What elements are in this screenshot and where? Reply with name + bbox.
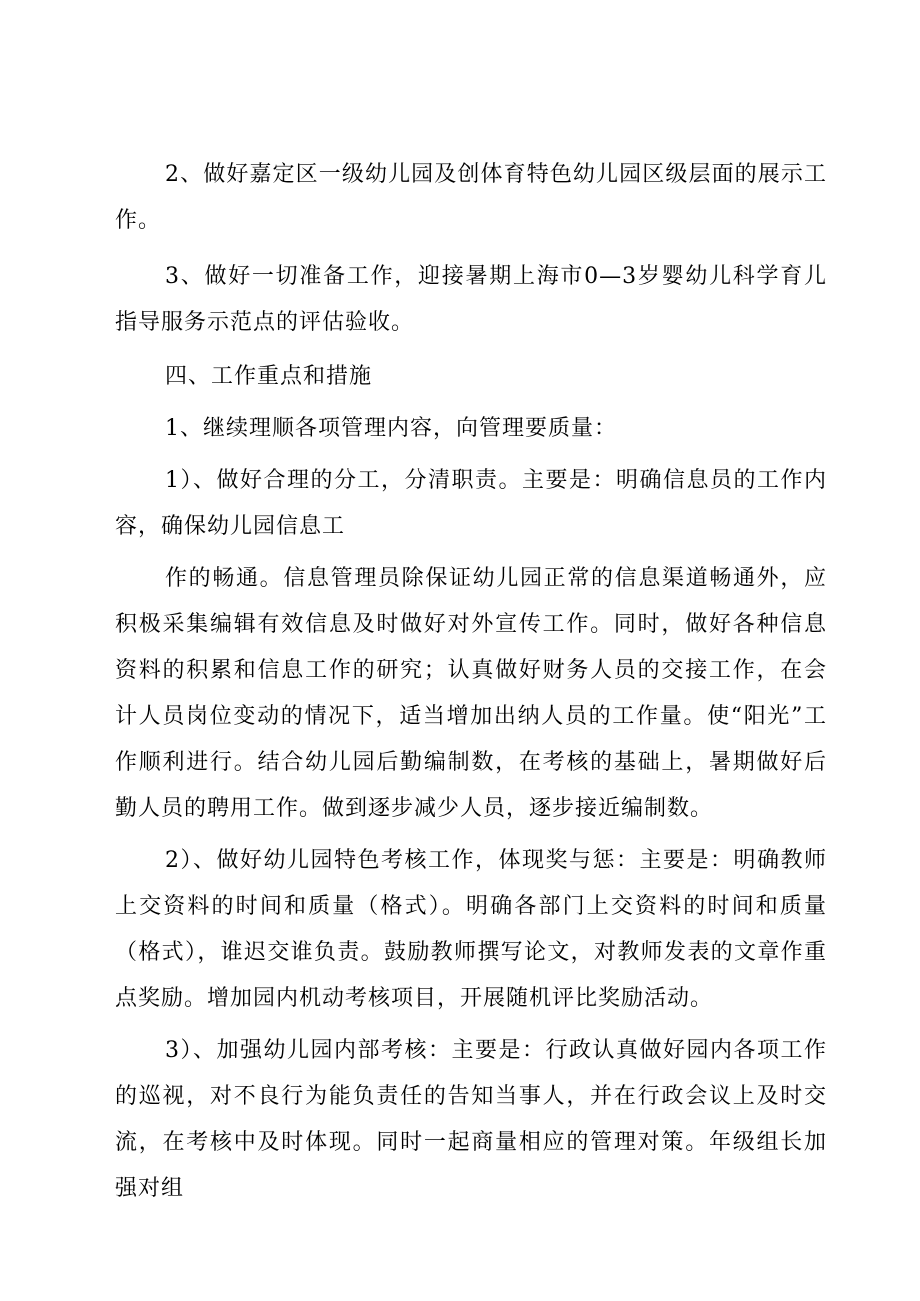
paragraph-information-flow: 作的畅通。信息管理员除保证幼儿园正常的信息渠道畅通外，应积极采集编辑有效信息及时做好对外宣传工作。同时，做好各种信息资料的积累和信息工作的研究；认真做好财务人员的交接工作，在会计人员岗位变动的情况下，适当增加出纳人员的工作量。使“阳光”工作顺利进行。结合幼儿园后勤编制数，在考核的基础上，暑期做好后勤人员的聘用工作。做到逐步减少人员，逐步接近编制数。 xyxy=(115,566,827,821)
paragraph-division-of-labor: 1）、做好合理的分工，分清职责。主要是：明确信息员的工作内容，确保幼儿园信息工 xyxy=(115,468,827,539)
paragraph-management-content: 1、继续理顺各项管理内容，向管理要质量： xyxy=(165,416,617,441)
paragraph-feature-assessment: 2）、做好幼儿园特色考核工作，体现奖与惩：主要是：明确教师上交资料的时间和质量（格式）。明确各部门上交资料的时间和质量（格式），谁迟交谁负责。鼓励教师撰写论文，对教师发表的文章作重点奖励。增加园内机动考核项目，开展随机评比奖励活动。 xyxy=(115,848,827,1011)
document-page xyxy=(115,152,827,1212)
paragraph-item-3-evaluation: 3、做好一切准备工作，迎接暑期上海市0—3岁婴幼儿科学育儿指导服务示范点的评估验收。 xyxy=(115,264,827,335)
paragraph-item-2-showcase: 2、做好嘉定区一级幼儿园及创体育特色幼儿园区级层面的展示工作。 xyxy=(115,162,827,233)
section-heading-priorities: 四、工作重点和措施 xyxy=(165,364,373,389)
paragraph-internal-assessment: 3）、加强幼儿园内部考核：主要是：行政认真做好园内各项工作的巡视，对不良行为能负责任的告知当事人，并在行政会议上及时交流，在考核中及时体现。同时一起商量相应的管理对策。年级组长加强对组 xyxy=(115,1038,827,1201)
